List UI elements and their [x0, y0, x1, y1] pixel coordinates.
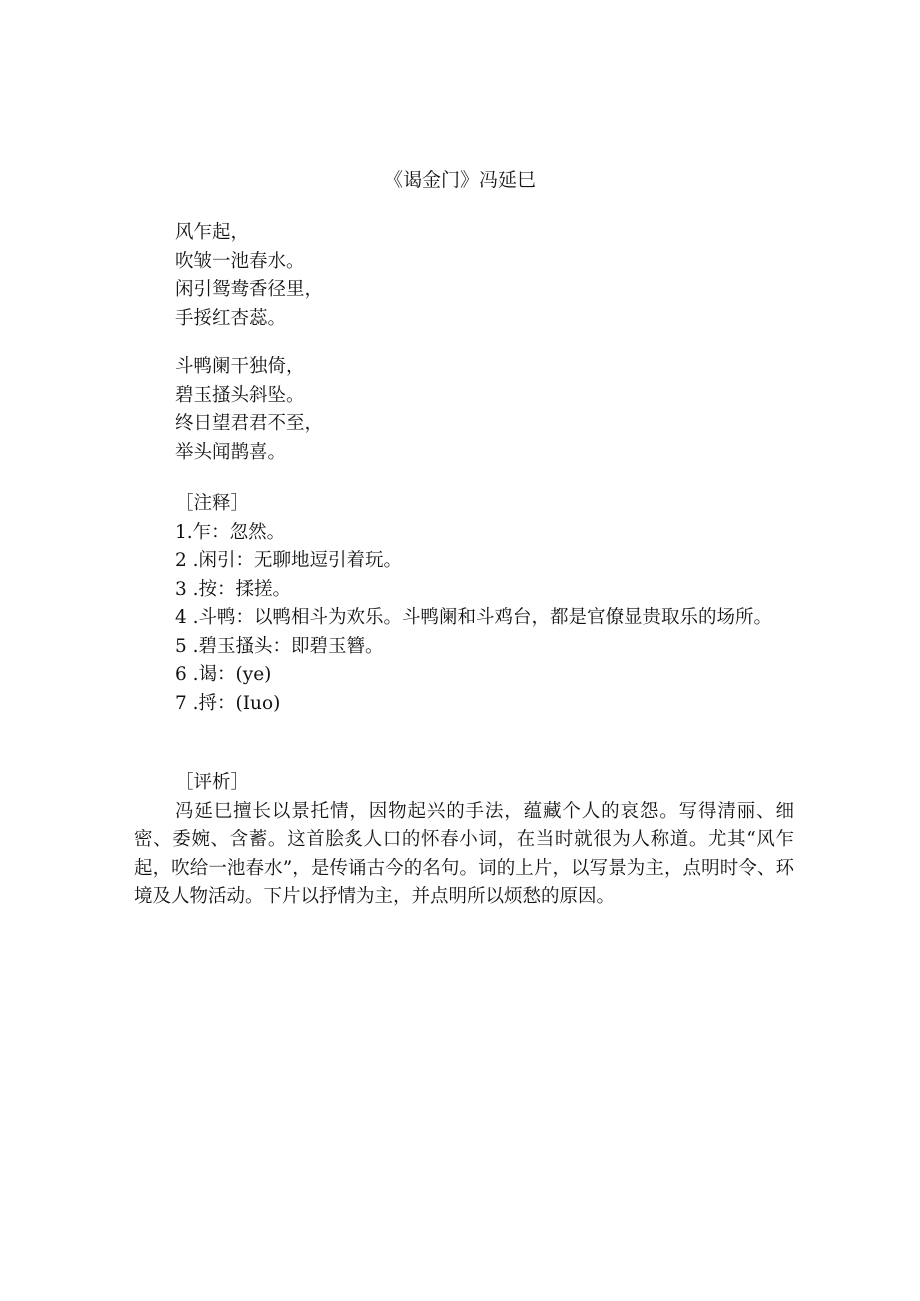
poem-line: 手挼红杏蕊。 — [175, 307, 287, 329]
note-item: 2 .闲引：无聊地逗引着玩。 — [175, 550, 403, 571]
note-item: 7 .捋：(Iuo) — [175, 692, 281, 714]
poem-title: 《谒金门》冯延巳 — [383, 169, 536, 191]
note-item: 6 .谒：(ye) — [175, 664, 272, 685]
poem-line: 碧玉搔头斜坠。 — [175, 384, 305, 406]
poem-line: 吹皱一池春水。 — [175, 250, 305, 272]
note-item: 4 .斗鸭：以鸭相斗为欢乐。斗鸭阑和斗鸡台，都是官僚显贵取乐的场所。 — [175, 607, 773, 628]
analysis-text: 冯延巳擅长以景托情，因物起兴的手法，蕴藏个人的哀怨。写得清丽、细密、委婉、含蓄。这首脍炙人口的怀春小词，在当时就很为人称道。尤其“风乍起，吹给一池春水”，是传诵古今的名句。词的上片，以写景为主，点明时令、环境及人物活动。下片以抒情为主，并点明所以烦愁的原因。 — [134, 800, 794, 907]
note-item: 1.乍：忽然。 — [175, 521, 286, 543]
poem-line: 举头闻鹊喜。 — [175, 441, 287, 463]
poem-stanza-1 — [134, 219, 794, 333]
note-item: 3 .按：揉搓。 — [175, 578, 292, 600]
poem-line: 斗鸭阑干独倚， — [175, 356, 305, 377]
poem-line: 终日望君君不至， — [175, 413, 324, 434]
analysis-heading: ［评析］ — [175, 772, 250, 793]
note-item: 5 .碧玉搔头：即碧玉簪。 — [175, 635, 384, 657]
notes-section — [134, 490, 794, 718]
analysis-section — [134, 769, 794, 912]
poem-line: 闲引鸳鸯香径里， — [175, 279, 324, 300]
notes-heading: ［注释］ — [175, 493, 250, 514]
poem-line: 风乍起， — [175, 222, 250, 243]
poem-stanza-2 — [134, 353, 794, 467]
